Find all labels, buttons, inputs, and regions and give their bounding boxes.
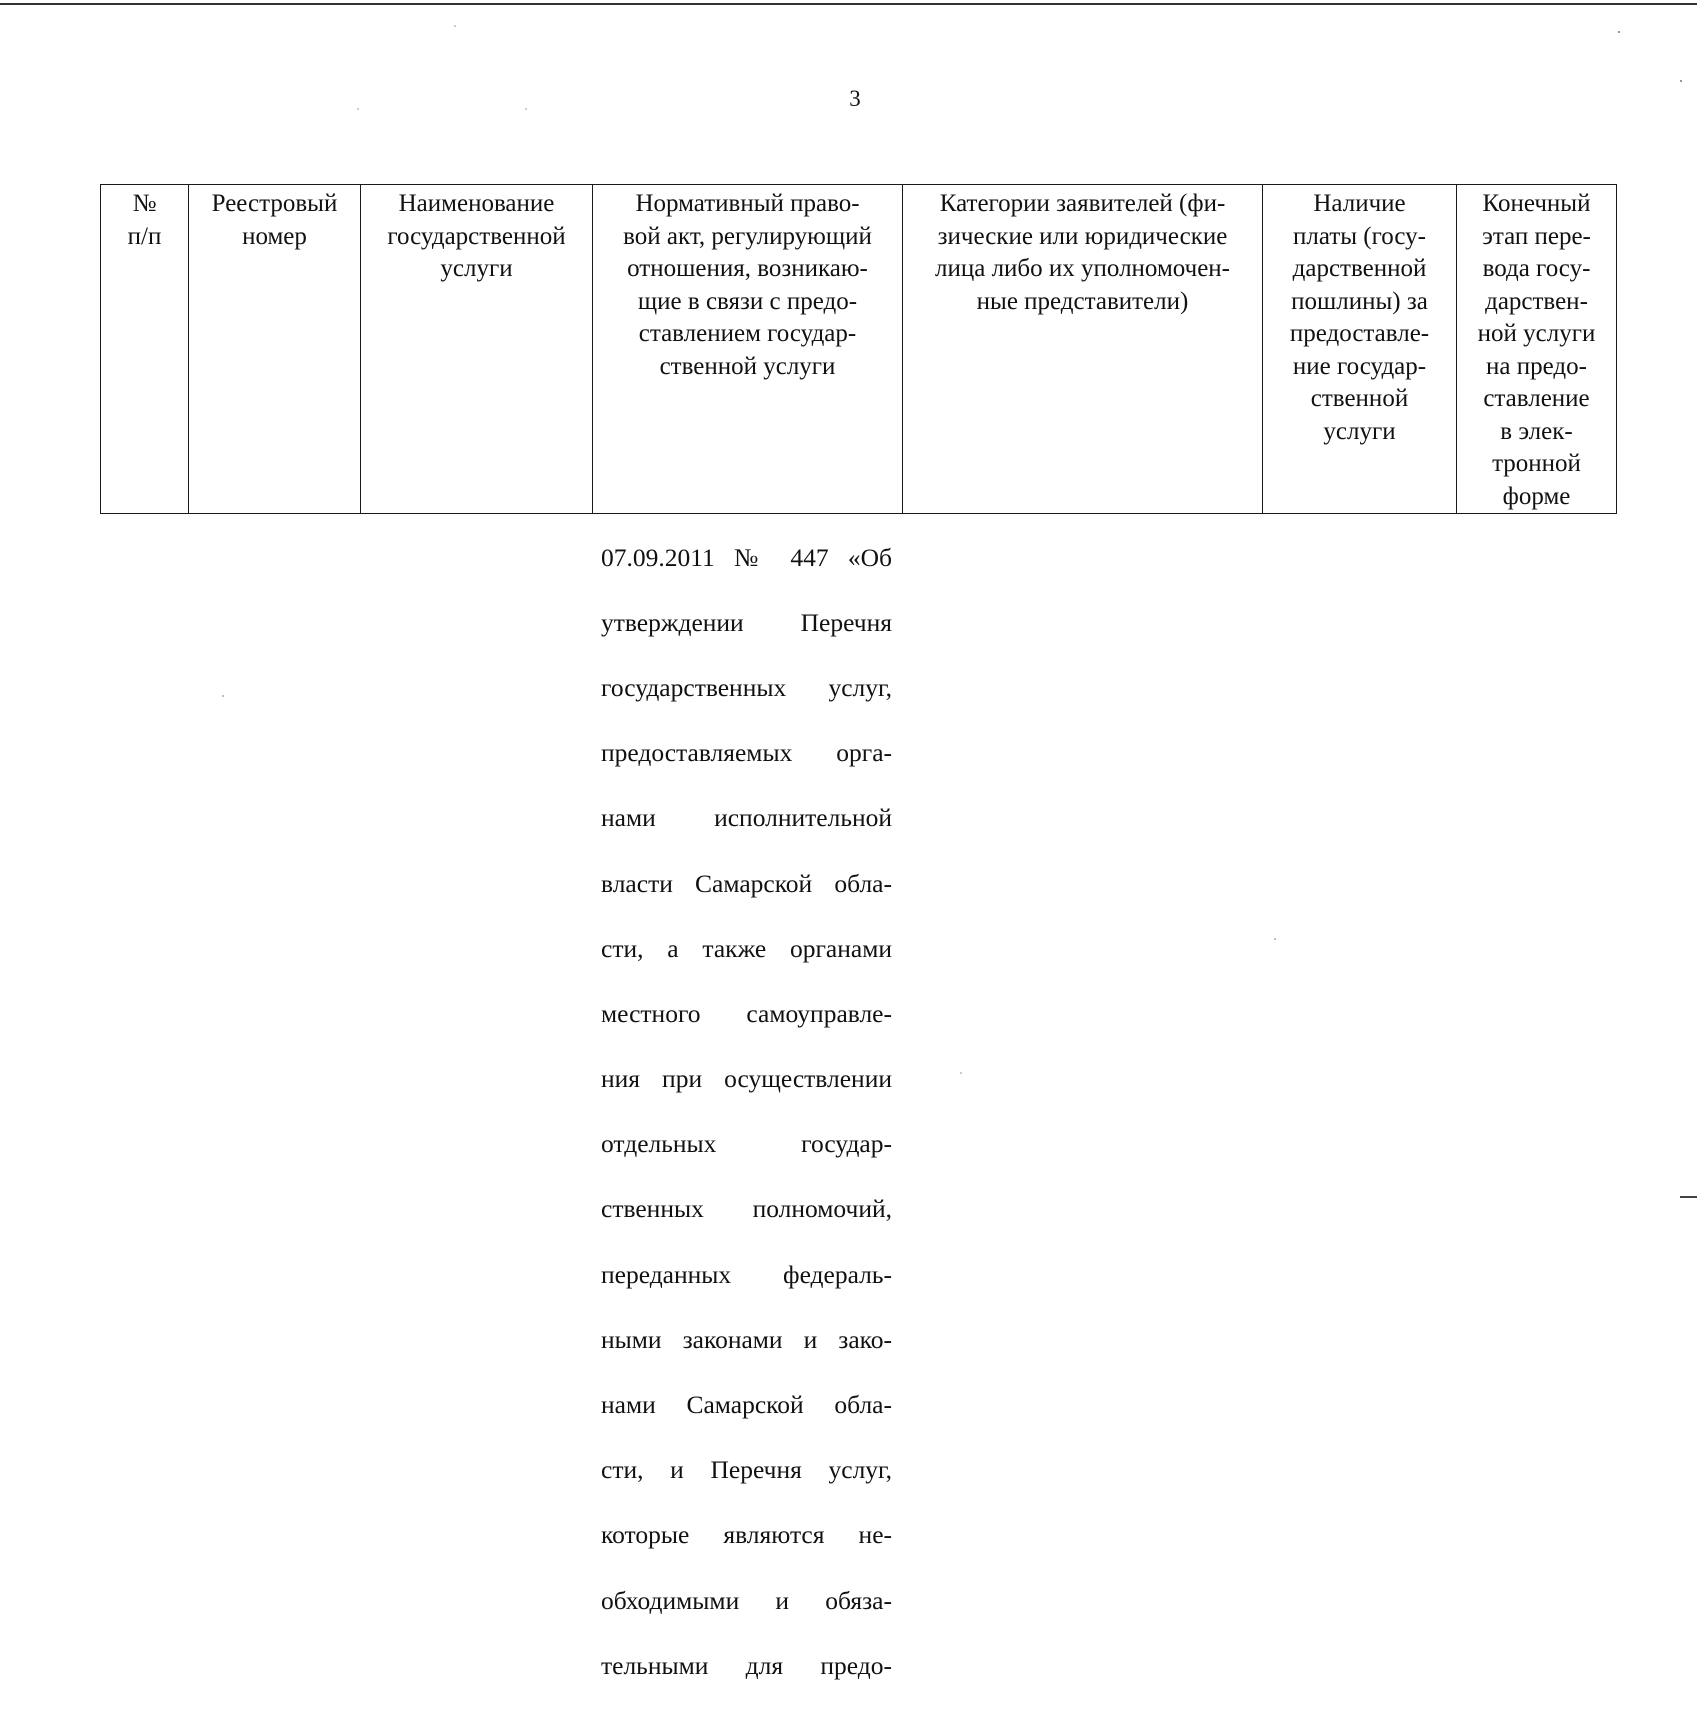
header-applicant-categories: Категории заявителей (фи- зические или юридические лица либо их уполномочен- ные представители) bbox=[903, 185, 1263, 514]
continuation-line: власти Самарской обла- bbox=[601, 868, 892, 898]
legal-act-continuation bbox=[601, 509, 892, 1715]
scan-speck bbox=[525, 108, 527, 110]
continuation-line: предоставляемых орга- bbox=[601, 738, 892, 768]
table-header-row bbox=[101, 185, 1617, 514]
continuation-line: ния при осуществлении bbox=[601, 1064, 892, 1094]
header-legal-act: Нормативный право- вой акт, регулирующий отношения, возникаю- щие в связи с предо- ставлением государ- ственной услуги bbox=[593, 185, 903, 514]
header-electronic-stage: Конечный этап пере- вода госу- дарствен- ной услуги на предо- ставление в элек- тронной форме bbox=[1457, 185, 1617, 514]
continuation-line: 07.09.2011 № 447 «Об bbox=[601, 542, 892, 572]
scan-speck bbox=[1680, 80, 1682, 82]
scan-speck bbox=[1274, 938, 1276, 940]
continuation-line: которые являются не- bbox=[601, 1520, 892, 1550]
continuation-line: сти, а также органами bbox=[601, 933, 892, 963]
scan-speck bbox=[960, 1072, 962, 1074]
continuation-line: утверждении Перечня bbox=[601, 607, 892, 637]
header-registry-number: Реестровый номер bbox=[189, 185, 361, 514]
continuation-line: нами Самарской обла- bbox=[601, 1390, 892, 1420]
header-fee: Наличие платы (госу- дарственной пошлины) за предоставле- ние государ- ственной услуги bbox=[1263, 185, 1457, 514]
scan-edge-mark bbox=[1680, 1196, 1697, 1198]
header-service-name: Наименование государственной услуги bbox=[361, 185, 593, 514]
continuation-line: государственных услуг, bbox=[601, 672, 892, 702]
continuation-line: отдельных государ- bbox=[601, 1129, 892, 1159]
continuation-line: местного самоуправле- bbox=[601, 998, 892, 1028]
continuation-line: переданных федераль- bbox=[601, 1259, 892, 1289]
continuation-line: обходимыми и обяза- bbox=[601, 1585, 892, 1615]
scan-speck bbox=[357, 108, 359, 110]
page-top-edge bbox=[0, 3, 1697, 5]
continuation-line: сти, и Перечня услуг, bbox=[601, 1455, 892, 1485]
continuation-line: нами исполнительной bbox=[601, 803, 892, 833]
continuation-line: ственных полномочий, bbox=[601, 1194, 892, 1224]
scan-speck bbox=[1618, 31, 1620, 33]
services-table-header bbox=[100, 184, 1617, 514]
scan-speck bbox=[454, 25, 456, 27]
page-number: 3 bbox=[849, 86, 861, 111]
scan-speck bbox=[222, 695, 224, 697]
header-number: № п/п bbox=[101, 185, 189, 514]
continuation-line: тельными для предо- bbox=[601, 1650, 892, 1680]
continuation-line: ными законами и зако- bbox=[601, 1324, 892, 1354]
